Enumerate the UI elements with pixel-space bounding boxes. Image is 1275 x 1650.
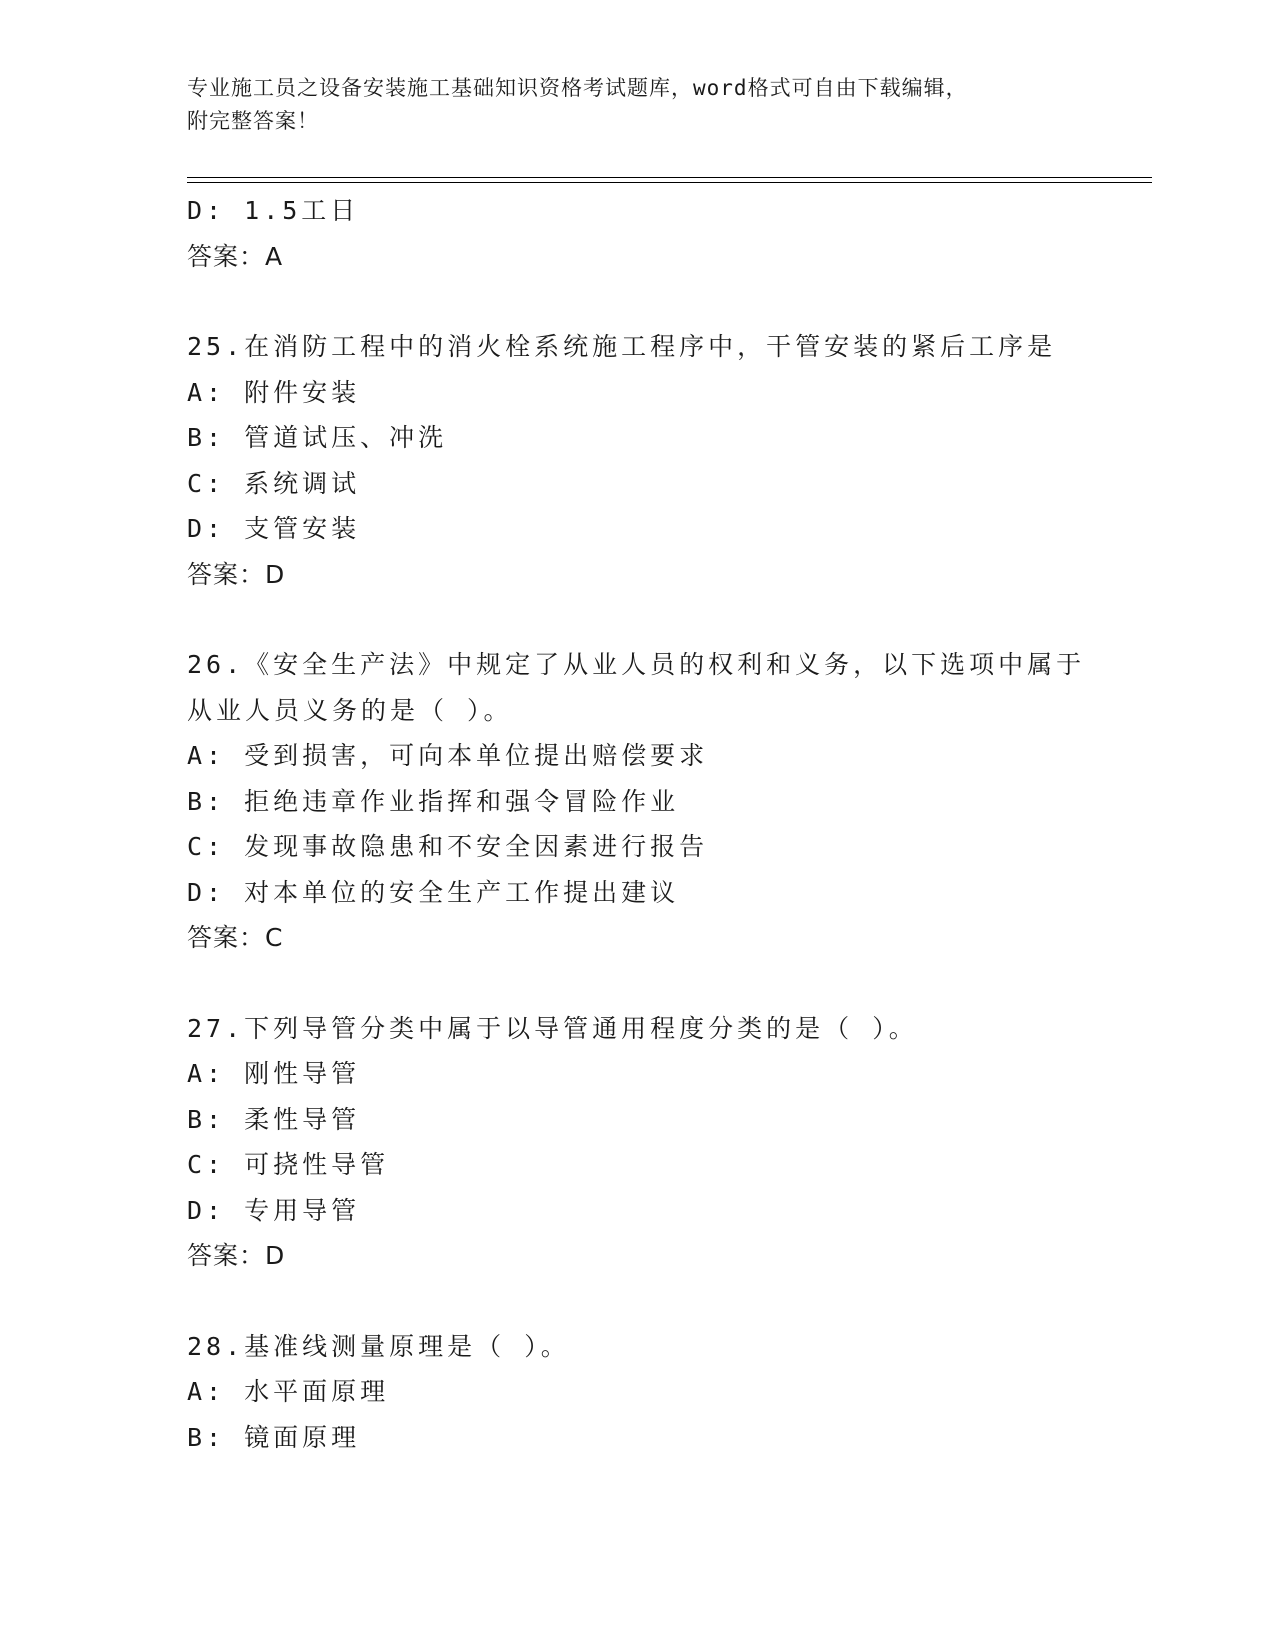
answer-line: 答案：C [187,923,284,952]
question-27 [187,1006,1152,1279]
answer-line: 答案：D [187,559,286,589]
question-stem-continued: 从业人员义务的是（ ）。 [187,695,513,725]
spacer [187,597,1152,642]
answer-line: 答案：D [187,1241,286,1270]
option-b: B: 镜面原理 [187,1422,361,1452]
spacer [187,279,1152,324]
question-26 [187,642,1152,961]
option-c: C: 系统调试 [187,468,361,498]
option-b: B: 柔性导管 [187,1104,361,1134]
answer-line: 答案：A [187,241,284,271]
header-title-line-1: 专业施工员之设备安装施工基础知识资格考试题库，word格式可自由下载编辑， [187,76,968,100]
question-stem: 25.在消防工程中的消火栓系统施工程序中，干管安装的紧后工序是 [187,332,1057,361]
option-c: C: 发现事故隐患和不安全因素进行报告 [187,832,709,861]
question-stem: 26.《安全生产法》中规定了从业人员的权利和义务，以下选项中属于 [187,650,1086,679]
option-d: D: 支管安装 [187,514,361,543]
option-a: A: 附件安装 [187,377,361,407]
document-header [187,72,1087,138]
option-b: B: 拒绝违章作业指挥和强令冒险作业 [187,786,680,816]
spacer [187,961,1152,1006]
option-a: A: 水平面原理 [187,1377,390,1406]
option-c: C: 可挠性导管 [187,1150,390,1179]
header-title-line-2: 附完整答案！ [187,109,319,133]
option-b: B: 管道试压、冲洗 [187,423,448,452]
question-stem: 28.基准线测量原理是（ ）。 [187,1331,570,1361]
question-content [187,188,1152,1460]
question-stem: 27.下列导管分类中属于以导管通用程度分类的是（ ）。 [187,1013,918,1043]
spacer [187,1279,1152,1324]
header-divider-bottom [187,182,1152,183]
option-d: D: 1.5工日 [187,196,360,225]
option-d: D: 对本单位的安全生产工作提出建议 [187,877,680,907]
question-28 [187,1324,1152,1461]
option-a: A: 受到损害，可向本单位提出赔偿要求 [187,741,709,770]
question-25 [187,324,1152,597]
option-d: D: 专用导管 [187,1195,361,1225]
option-a: A: 刚性导管 [187,1059,361,1088]
header-divider-top [187,177,1152,178]
